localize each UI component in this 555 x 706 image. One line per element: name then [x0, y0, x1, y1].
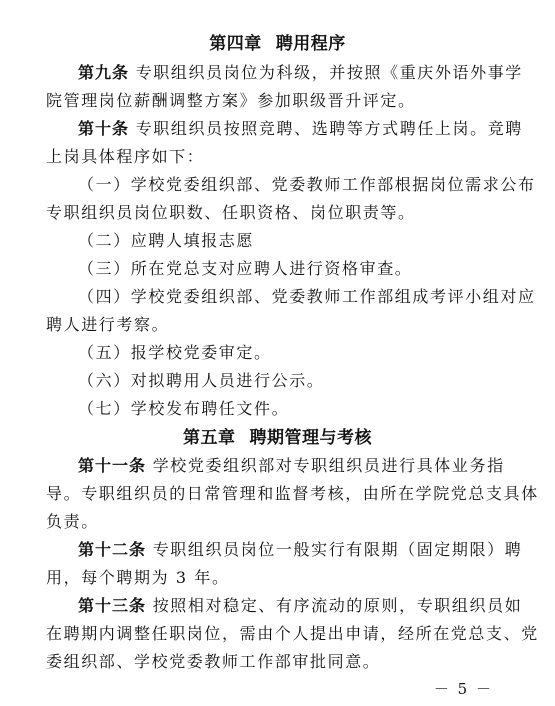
chapter-4-title: 聘用程序: [275, 34, 346, 54]
procedure-item-1-line-1: （一）学校党委组织部、党委教师工作部根据岗位需求公布: [78, 175, 536, 194]
chapter-5-heading: [0, 428, 555, 448]
procedure-item-1-line-2: 专职组织员岗位职数、任职资格、岗位职责等。: [46, 203, 416, 222]
article-13-line-2: 在聘期内调整任职岗位，需由个人提出申请，经所在党总支、党: [46, 624, 539, 643]
article-10-label: 第十条: [78, 119, 130, 138]
procedure-item-3: （三）所在党总支对应聘人进行资格审查。: [78, 259, 413, 278]
article-11-label: 第十一条: [78, 456, 147, 475]
procedure-item-5: （五）报学校党委审定。: [78, 343, 272, 362]
chapter-5-number: 第五章: [183, 428, 236, 448]
article-12-line-1: [78, 540, 523, 560]
article-9-label: 第九条: [78, 63, 130, 82]
article-13-line-3: 委组织部、学校党委教师工作部审批同意。: [46, 652, 381, 671]
chapter-4-heading: [0, 34, 555, 54]
article-13-label: 第十三条: [78, 596, 147, 615]
article-9-line-1: [78, 63, 523, 83]
article-10-line-2: 上岗具体程序如下：: [46, 147, 205, 166]
article-12-line-2: 用，每个聘期为 3 年。: [46, 568, 230, 587]
page-number: － 5 －: [433, 680, 493, 698]
article-11-line-1: [78, 456, 516, 476]
article-9-text-1: 专职组织员岗位为科级，并按照《重庆外语外事学: [135, 63, 523, 82]
article-13-text-1: 按照相对稳定、有序流动的原则，专职组织员如: [152, 596, 523, 615]
article-11-line-2: 导。专职组织员的日常管理和监督考核，由所在学院党总支具体: [46, 484, 539, 503]
article-12-text-1: 专职组织员岗位一般实行有限期（固定期限）聘: [152, 540, 523, 559]
procedure-item-4-line-1: （四）学校党委组织部、党委教师工作部组成考评小组对应: [78, 287, 536, 306]
article-10-line-1: [78, 119, 523, 139]
procedure-item-2: （二）应聘人填报志愿: [78, 231, 255, 250]
article-12-label: 第十二条: [78, 540, 147, 559]
article-9-line-2: 院管理岗位薪酬调整方案》参加职级晋升评定。: [46, 91, 416, 110]
article-10-text-1: 专职组织员按照竞聘、选聘等方式聘任上岗。竞聘: [135, 119, 523, 138]
chapter-4-number: 第四章: [209, 34, 262, 54]
article-13-line-1: [78, 596, 523, 616]
procedure-item-4-line-2: 聘人进行考察。: [46, 315, 170, 334]
article-11-line-3: 负责。: [46, 512, 99, 531]
procedure-item-7: （七）学校发布聘任文件。: [78, 399, 290, 418]
procedure-item-6: （六）对拟聘用人员进行公示。: [78, 371, 325, 390]
article-11-text-1: 学校党委组织部对专职组织员进行具体业务指: [152, 456, 505, 475]
chapter-5-title: 聘期管理与考核: [249, 428, 372, 448]
